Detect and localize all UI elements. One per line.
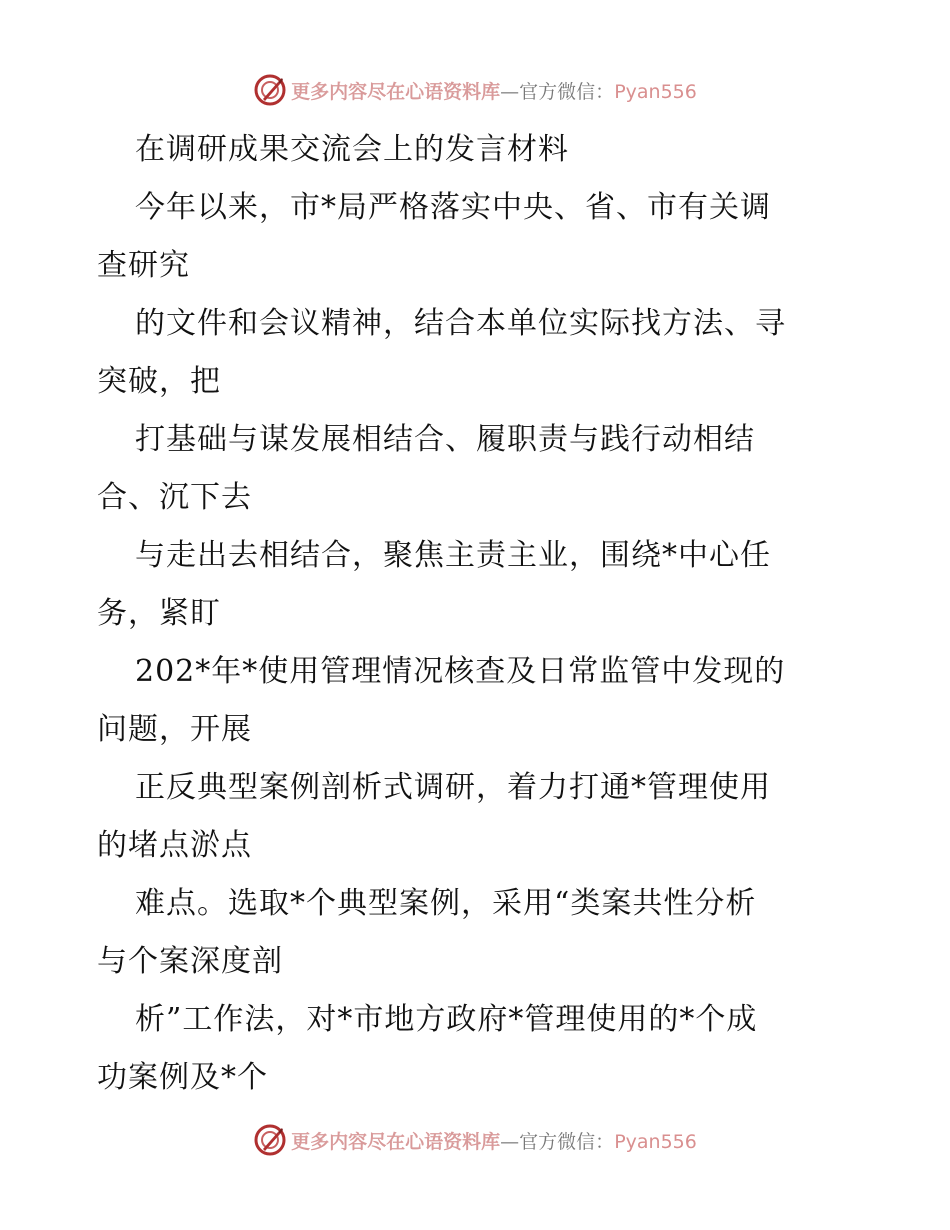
text-line: 打基础与谋发展相结合、履职责与践行动相结 (135, 422, 755, 457)
text-line: 今年以来，市*局严格落实中央、省、市有关调 (135, 190, 771, 225)
watermark-text (291, 1127, 697, 1154)
footer-watermark (0, 1122, 950, 1158)
text-line: 问题，开展 (97, 712, 252, 747)
watermark-sub-text: 官方微信： (519, 1130, 615, 1153)
text-line: 的堵点淤点 (97, 828, 252, 863)
text-line: 务，紧盯 (97, 596, 221, 631)
text-line: 合、沉下去 (97, 480, 252, 515)
watermark-logo-icon (253, 73, 287, 107)
header-watermark (0, 72, 950, 108)
watermark-logo-icon (253, 1123, 287, 1157)
document-title: 在调研成果交流会上的发言材料 (135, 132, 569, 167)
document-body (97, 121, 867, 1107)
watermark-dash: — (500, 80, 520, 103)
text-line: 突破，把 (97, 364, 221, 399)
text-line: 查研究 (97, 248, 190, 283)
watermark-main-text: 更多内容尽在心语资料库 (291, 80, 501, 103)
watermark-id-text: Pyan556 (614, 80, 697, 103)
text-line: 析”工作法，对*市地方政府*管理使用的*个成 (135, 1002, 758, 1037)
watermark-text (291, 77, 697, 104)
text-line: 难点。选取*个典型案例，采用“类案共性分析 (135, 886, 757, 921)
text-line: 功案例及*个 (97, 1060, 268, 1095)
text-line: 正反典型案例剖析式调研，着力打通*管理使用 (135, 770, 771, 805)
text-line: 的文件和会议精神，结合本单位实际找方法、寻 (135, 306, 786, 341)
watermark-id-text: Pyan556 (614, 1130, 697, 1153)
watermark-main-text: 更多内容尽在心语资料库 (291, 1130, 501, 1153)
watermark-dash: — (500, 1130, 520, 1153)
text-line: 与走出去相结合，聚焦主责主业，围绕*中心任 (135, 538, 771, 573)
text-line: 202*年*使用管理情况核查及日常监管中发现的 (135, 654, 786, 689)
watermark-sub-text: 官方微信： (519, 80, 615, 103)
text-line: 与个案深度剖 (97, 944, 283, 979)
